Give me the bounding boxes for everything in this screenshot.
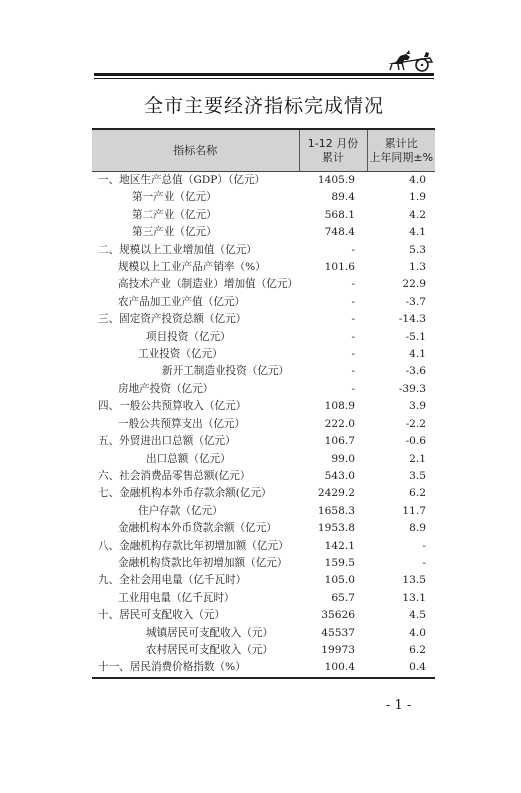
table-row	[92, 433, 435, 450]
cumulative-value-cell: -	[351, 278, 355, 291]
table-row	[92, 416, 435, 433]
yoy-change-cell: -14.3	[398, 313, 426, 326]
table-row	[92, 189, 435, 206]
indicator-name-cell: 出口总额（亿元）	[146, 452, 231, 465]
header-cumulative-line2: 累计	[322, 150, 344, 164]
yoy-change-cell: 4.1	[409, 226, 426, 239]
indicator-name-cell: 第三产业（亿元）	[132, 226, 217, 239]
yoy-change-cell: -	[422, 539, 426, 552]
table-row	[92, 625, 435, 642]
header-cumulative	[299, 129, 367, 172]
table-row	[92, 242, 435, 259]
cumulative-value-cell: 105.0	[324, 574, 355, 587]
table-row	[92, 468, 435, 485]
yoy-change-cell: -0.6	[405, 435, 426, 448]
table-row	[92, 555, 435, 572]
yoy-change-cell: 2.1	[409, 452, 426, 465]
table-row	[92, 363, 435, 380]
table-row	[92, 590, 435, 607]
cumulative-value-cell: -	[351, 330, 355, 343]
table-row	[92, 485, 435, 502]
yoy-change-cell: -3.6	[405, 365, 426, 378]
indicator-name-cell: 城镇居民可支配收入（元）	[146, 626, 274, 639]
cumulative-value-cell: 142.1	[324, 539, 355, 552]
cumulative-value-cell: 543.0	[324, 469, 355, 482]
yoy-change-cell: 6.2	[409, 643, 426, 656]
cumulative-value-cell: 101.6	[324, 261, 355, 274]
cumulative-value-cell: 65.7	[331, 591, 355, 604]
cumulative-value-cell: -	[351, 243, 355, 256]
page-number: - 1 -	[386, 698, 412, 713]
yoy-change-cell: 13.1	[402, 591, 426, 604]
indicator-name-cell: 六、社会消费品零售总额(亿元）	[98, 469, 251, 482]
cumulative-value-cell: 100.4	[299, 659, 367, 677]
page-title: 全市主要经济指标完成情况	[143, 95, 384, 117]
indicator-name-cell: 新开工制造业投资（亿元）	[162, 365, 290, 378]
yoy-change-cell: 22.9	[402, 278, 426, 291]
table-row	[92, 346, 435, 363]
indicator-name-cell: 七、金融机构本外币存款余额(亿元）	[98, 487, 272, 500]
indicator-name-cell: 房地产投资（亿元）	[118, 382, 214, 395]
yoy-change-cell: 4.2	[409, 208, 426, 221]
indicator-name-cell: 九、全社会用电量（亿千瓦时）	[98, 574, 247, 587]
yoy-change-cell: 4.0	[409, 174, 426, 186]
cumulative-value-cell: 45537	[321, 626, 355, 639]
yoy-change-cell: 13.5	[402, 574, 426, 587]
indicator-name-cell: 四、一般公共预算收入（亿元）	[98, 400, 247, 413]
table-row	[92, 538, 435, 555]
indicator-name-cell: 十、居民可支配收入（元）	[98, 609, 226, 622]
yoy-change-cell: -	[422, 556, 426, 569]
yoy-change-cell: 0.4	[367, 659, 435, 677]
cumulative-value-cell: 2429.2	[317, 487, 355, 500]
yoy-change-cell: -5.1	[405, 330, 426, 343]
cumulative-value-cell: 568.1	[324, 208, 355, 221]
yoy-change-cell: 1.3	[409, 261, 426, 274]
table-row	[92, 207, 435, 224]
yoy-change-cell: -39.3	[398, 382, 426, 395]
cumulative-value-cell: -	[351, 382, 355, 395]
yoy-change-cell: 3.5	[409, 469, 426, 482]
indicator-name-cell: 金融机构本外币贷款余额（亿元）	[118, 522, 277, 535]
table-row	[92, 329, 435, 346]
indicator-name-cell: 农村居民可支配收入（元）	[146, 643, 274, 656]
indicator-name-cell: 一般公共预算支出（亿元）	[118, 417, 246, 430]
table-row	[92, 659, 435, 677]
indicator-name-cell: 五、外贸进出口总额（亿元）	[98, 435, 236, 448]
cumulative-value-cell: 35626	[321, 609, 355, 622]
yoy-change-cell: 6.2	[409, 487, 426, 500]
table-row	[92, 381, 435, 398]
indicator-name-cell: 第二产业（亿元）	[132, 208, 217, 221]
cumulative-value-cell: 89.4	[331, 191, 355, 204]
table-row	[92, 607, 435, 624]
cumulative-value-cell: 108.9	[324, 400, 355, 413]
header-yoy-line1: 累计比	[384, 136, 418, 150]
indicator-name-cell: 八、金融机构存款比年初增加额（亿元）	[98, 539, 289, 552]
indicator-name-cell: 项目投资（亿元）	[146, 330, 231, 343]
table-row	[92, 572, 435, 589]
cumulative-value-cell: -	[351, 348, 355, 361]
yoy-change-cell: -3.7	[405, 295, 426, 308]
header-rule-thin	[94, 78, 434, 79]
cumulative-value-cell: 222.0	[324, 417, 355, 430]
yoy-change-cell: 4.1	[409, 348, 426, 361]
table-row	[92, 398, 435, 415]
indicator-name-cell: 农产品加工业产值（亿元）	[118, 295, 246, 308]
cumulative-value-cell: 748.4	[324, 226, 355, 239]
header-cumulative-line1: 1-12 月份	[307, 136, 359, 150]
cumulative-value-cell: -	[351, 365, 355, 378]
table-row	[92, 276, 435, 293]
indicator-name-cell: 住户存款（亿元）	[138, 504, 223, 517]
indicator-name-cell: 三、固定资产投资总额（亿元）	[98, 313, 247, 326]
cumulative-value-cell: 106.7	[324, 435, 355, 448]
yoy-change-cell: 11.7	[402, 504, 426, 517]
table-header-row	[92, 129, 435, 172]
indicator-name-cell: 第一产业（亿元）	[132, 191, 217, 204]
yoy-change-cell: 8.9	[409, 522, 426, 535]
yoy-change-cell: 1.9	[409, 191, 426, 204]
indicator-name-cell: 一、地区生产总值（GDP）（亿元）	[98, 174, 266, 186]
table-row	[92, 503, 435, 520]
yoy-change-cell: 5.3	[409, 243, 426, 256]
header-indicator-name: 指标名称	[92, 129, 299, 172]
indicator-name-cell: 工业投资（亿元）	[138, 348, 223, 361]
indicator-name-cell: 规模以上工业产品产销率（%）	[118, 261, 266, 274]
table-row	[92, 311, 435, 328]
cumulative-value-cell: 19973	[321, 643, 355, 656]
header-yoy-line2: 上年同期±%	[369, 150, 434, 164]
cumulative-value-cell: 159.5	[324, 556, 355, 569]
table-row	[92, 451, 435, 468]
yoy-change-cell: 4.5	[409, 609, 426, 622]
header-rule-thick	[94, 73, 434, 76]
economic-indicators-table	[92, 128, 435, 679]
yoy-change-cell: 4.0	[409, 626, 426, 639]
cumulative-value-cell: -	[351, 295, 355, 308]
cumulative-value-cell: 1405.9	[317, 174, 355, 186]
cumulative-value-cell: 1953.8	[317, 522, 355, 535]
indicator-name-cell: 工业用电量（亿千瓦时）	[118, 591, 235, 604]
table-row	[92, 172, 435, 190]
table-row	[92, 224, 435, 241]
table-row	[92, 642, 435, 659]
cumulative-value-cell: 99.0	[331, 452, 355, 465]
yoy-change-cell: -2.2	[405, 417, 426, 430]
header-yoy-change	[367, 129, 435, 172]
table-row	[92, 259, 435, 276]
table-row	[92, 520, 435, 537]
cumulative-value-cell: -	[351, 313, 355, 326]
yoy-change-cell: 3.9	[409, 400, 426, 413]
indicator-name-cell: 二、规模以上工业增加值（亿元）	[98, 243, 257, 256]
indicator-name-cell: 高技术产业（制造业）增加值（亿元）	[118, 278, 299, 291]
table-row	[92, 294, 435, 311]
indicator-name-cell: 金融机构贷款比年初增加额（亿元）	[118, 556, 288, 569]
indicator-name-cell: 十一、居民消费价格指数（%）	[92, 659, 299, 677]
horse-cart-logo-icon	[386, 48, 434, 74]
cumulative-value-cell: 1658.3	[317, 504, 355, 517]
